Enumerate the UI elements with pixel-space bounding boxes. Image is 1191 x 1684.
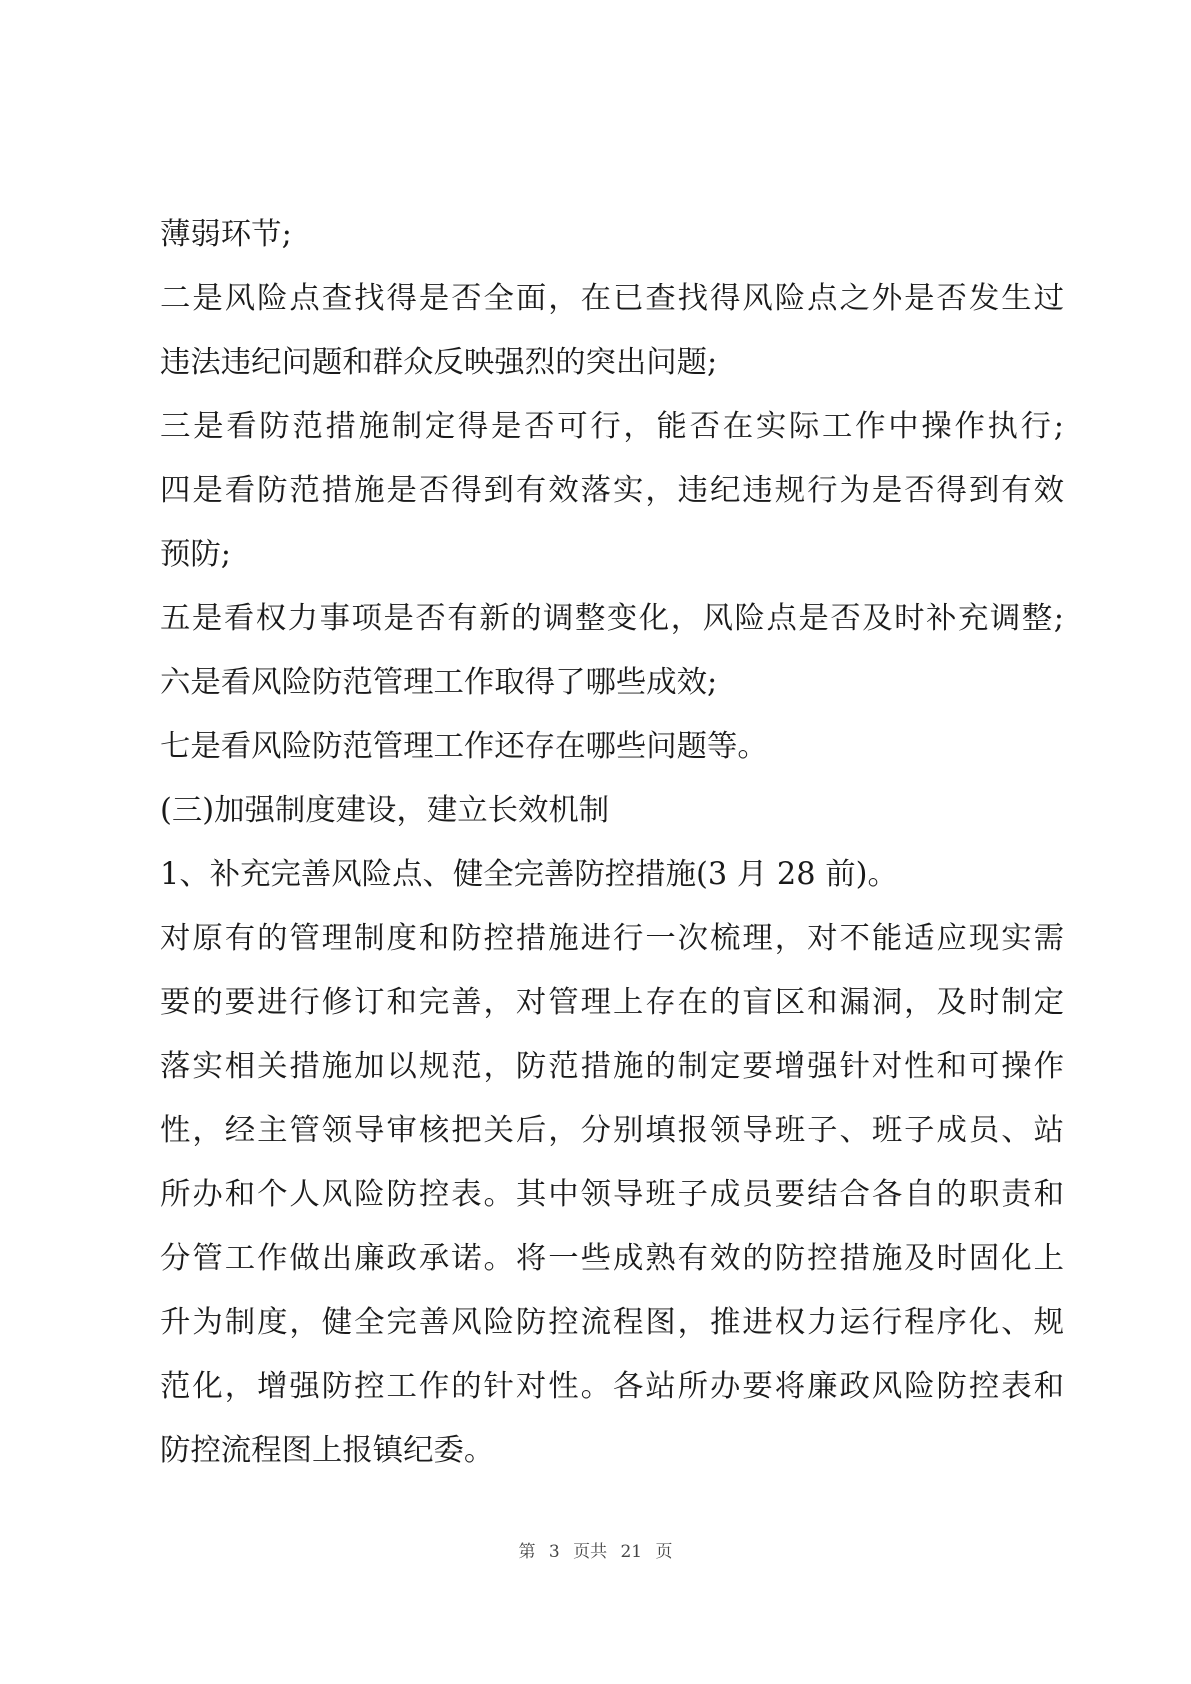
text-line: 分管工作做出廉政承诺。将一些成熟有效的防控措施及时固化上 [160, 1241, 1064, 1276]
text-line: 防控流程图上报镇纪委。 [160, 1433, 495, 1468]
text-line: 对原有的管理制度和防控措施进行一次梳理，对不能适应现实需 [160, 921, 1064, 956]
text-line: 违法违纪问题和群众反映强烈的突出问题; [160, 345, 718, 380]
text-line: 五是看权力事项是否有新的调整变化，风险点是否及时补充调整; [160, 601, 1064, 636]
text-line: 要的要进行修订和完善，对管理上存在的盲区和漏洞，及时制定 [160, 985, 1064, 1020]
text-line: 落实相关措施加以规范，防范措施的制定要增强针对性和可操作 [160, 1049, 1064, 1084]
text-line: 性，经主管领导审核把关后，分别填报领导班子、班子成员、站 [160, 1113, 1064, 1148]
text-line: 所办和个人风险防控表。其中领导班子成员要结合各自的职责和 [160, 1177, 1064, 1212]
page-number-footer: 第 3 页共 21 页 [518, 1542, 673, 1562]
text-line: 七是看风险防范管理工作还存在哪些问题等。 [160, 729, 768, 764]
text-line: (三)加强制度建设，建立长效机制 [160, 793, 610, 828]
text-line: 六是看风险防范管理工作取得了哪些成效; [160, 665, 718, 700]
text-line: 四是看防范措施是否得到有效落实，违纪违规行为是否得到有效 [160, 473, 1064, 508]
text-line: 范化，增强防控工作的针对性。各站所办要将廉政风险防控表和 [160, 1369, 1064, 1404]
text-line: 三是看防范措施制定得是否可行，能否在实际工作中操作执行; [160, 409, 1064, 444]
text-line: 二是风险点查找得是否全面，在已查找得风险点之外是否发生过 [160, 281, 1064, 316]
text-line: 1、补充完善风险点、健全完善防控措施(3 月 28 前)。 [160, 857, 898, 892]
text-line: 预防; [160, 537, 232, 572]
document-body [160, 203, 1064, 1483]
text-line: 薄弱环节; [160, 217, 292, 252]
text-line: 升为制度，健全完善风险防控流程图，推进权力运行程序化、规 [160, 1305, 1064, 1340]
